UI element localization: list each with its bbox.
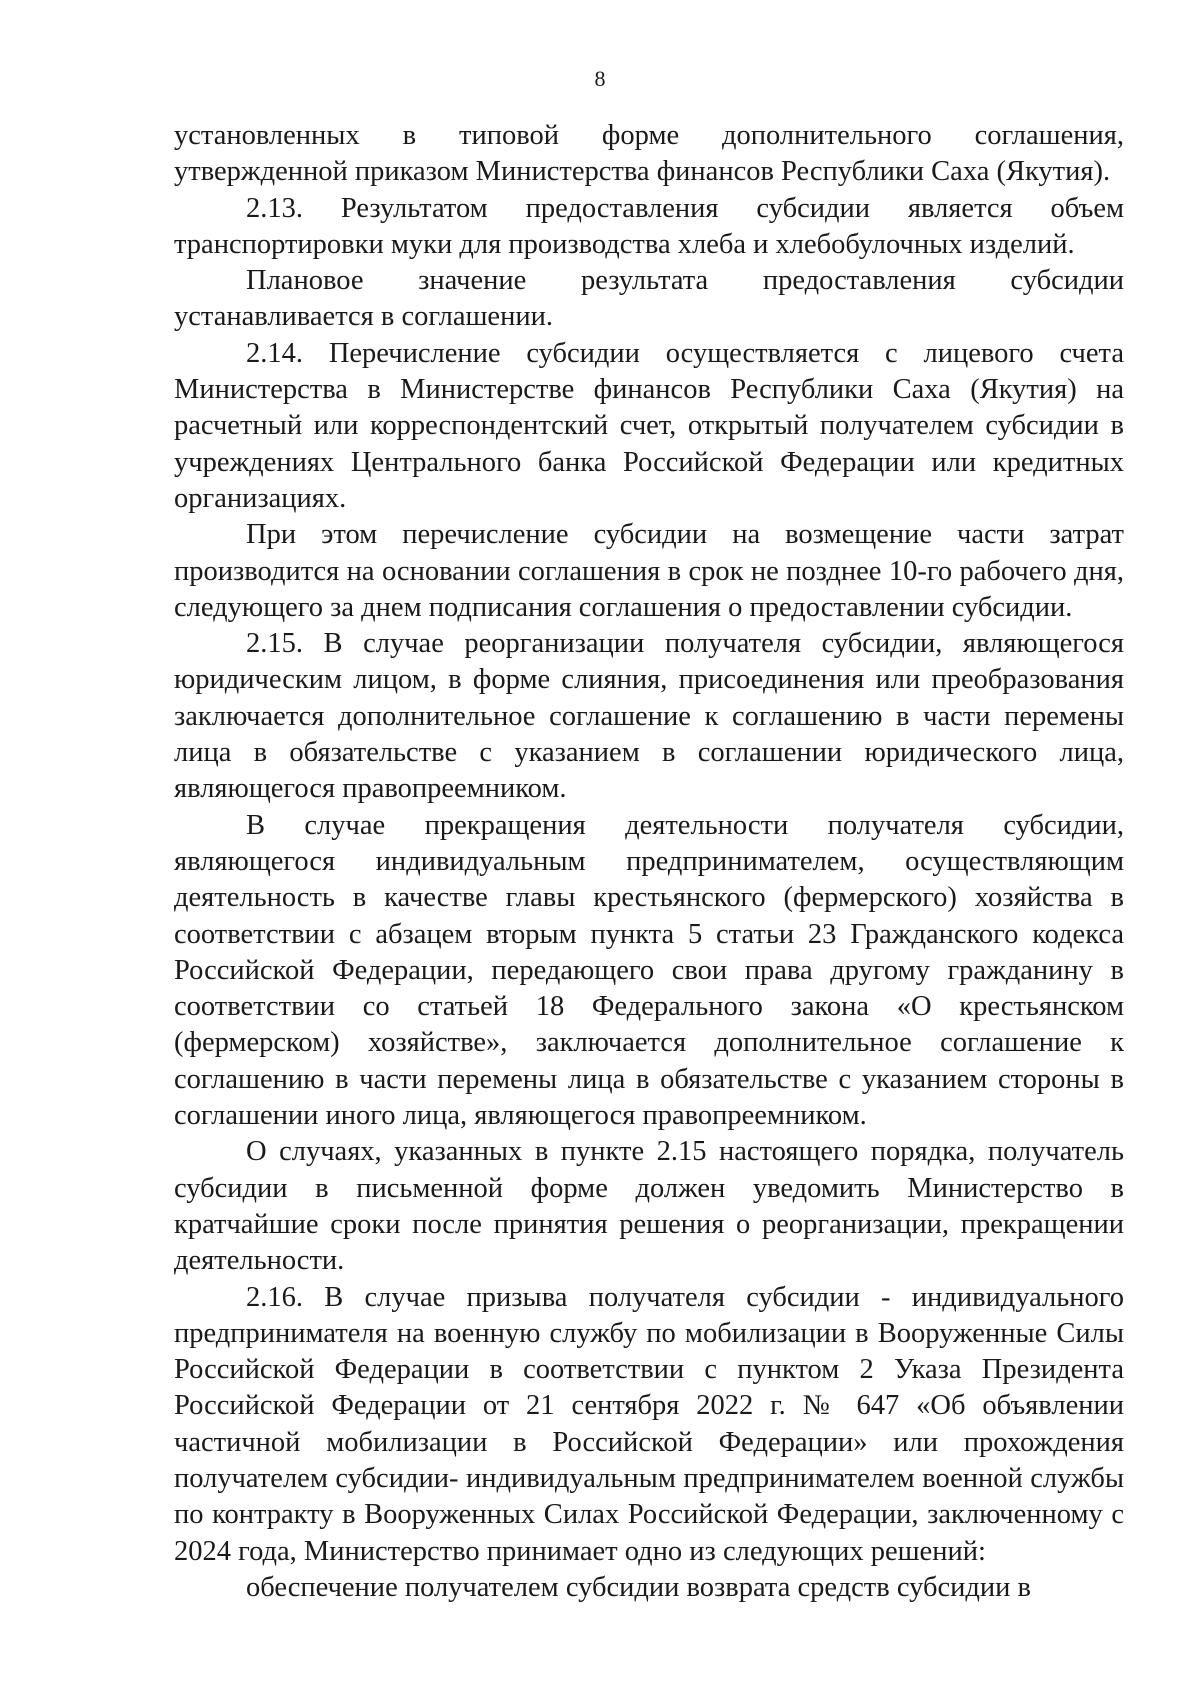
page-number: 8	[594, 66, 606, 91]
paragraph: 2.14. Перечисление субсидии осуществляется с лицевого счета Министерства в Министерстве финансов Республики Саха (Якутия) на расчетный или корреспондентский счет, открытый получателем субсидии в учреждениях Центрального банка Российской Федерации или кредитных организациях.	[174, 337, 1124, 514]
paragraph: обеспечение получателем субсидии возврата средств субсидии в	[246, 1571, 1031, 1603]
document-body	[174, 118, 1124, 1606]
paragraph: Плановое значение результата предоставления субсидии устанавливается в соглашении.	[174, 265, 1124, 333]
paragraph: 2.15. В случае реорганизации получателя субсидии, являющегося юридическим лицом, в форме слияния, присоединения или преобразования заключается дополнительное соглашение к соглашению в части перемены лица в обязательстве с указанием в соглашении юридического лица, являющегося правопреемником.	[174, 628, 1124, 805]
paragraph: 2.13. Результатом предоставления субсидии является объем транспортировки муки для производства хлеба и хлебобулочных изделий.	[174, 192, 1124, 260]
paragraph: установленных в типовой форме дополнительного соглашения, утвержденной приказом Министерства финансов Республики Саха (Якутия).	[174, 120, 1124, 188]
paragraph: 2.16. В случае призыва получателя субсидии - индивидуального предпринимателя на военную службу по мобилизации в Вооруженные Силы Российской Федерации в соответствии с пунктом 2 Указа Президента Российской Федерации от 21 сентября 2022 г. № 647 «Об объявлении частичной мобилизации в Российской Федерации» или прохождения получателем субсидии- индивидуальным предпринимателем военной службы по контракту в Вооруженных Силах Российской Федерации, заключенному с 2024 года, Министерство принимает одно из следующих решений:	[174, 1281, 1124, 1567]
paragraph: В случае прекращения деятельности получателя субсидии, являющегося индивидуальным предпринимателем, осуществляющим деятельность в качестве главы крестьянского (фермерского) хозяйства в соответствии с абзацем вторым пункта 5 статьи 23 Гражданского кодекса Российской Федерации, передающего свои права другому гражданину в соответствии со статьей 18 Федерального закона «О крестьянском (фермерском) хозяйстве», заключается дополнительное соглашение к соглашению в части перемены лица в обязательстве с указанием стороны в соглашении иного лица, являющегося правопреемником.	[174, 809, 1124, 1132]
paragraph: При этом перечисление субсидии на возмещение части затрат производится на основании соглашения в срок не позднее 10-го рабочего дня, следующего за днем подписания соглашения о предоставлении субсидии.	[174, 519, 1124, 623]
paragraph: О случаях, указанных в пункте 2.15 настоящего порядка, получатель субсидии в письменной форме должен уведомить Министерство в кратчайшие сроки после принятия решения о реорганизации, прекращении деятельности.	[174, 1136, 1124, 1277]
